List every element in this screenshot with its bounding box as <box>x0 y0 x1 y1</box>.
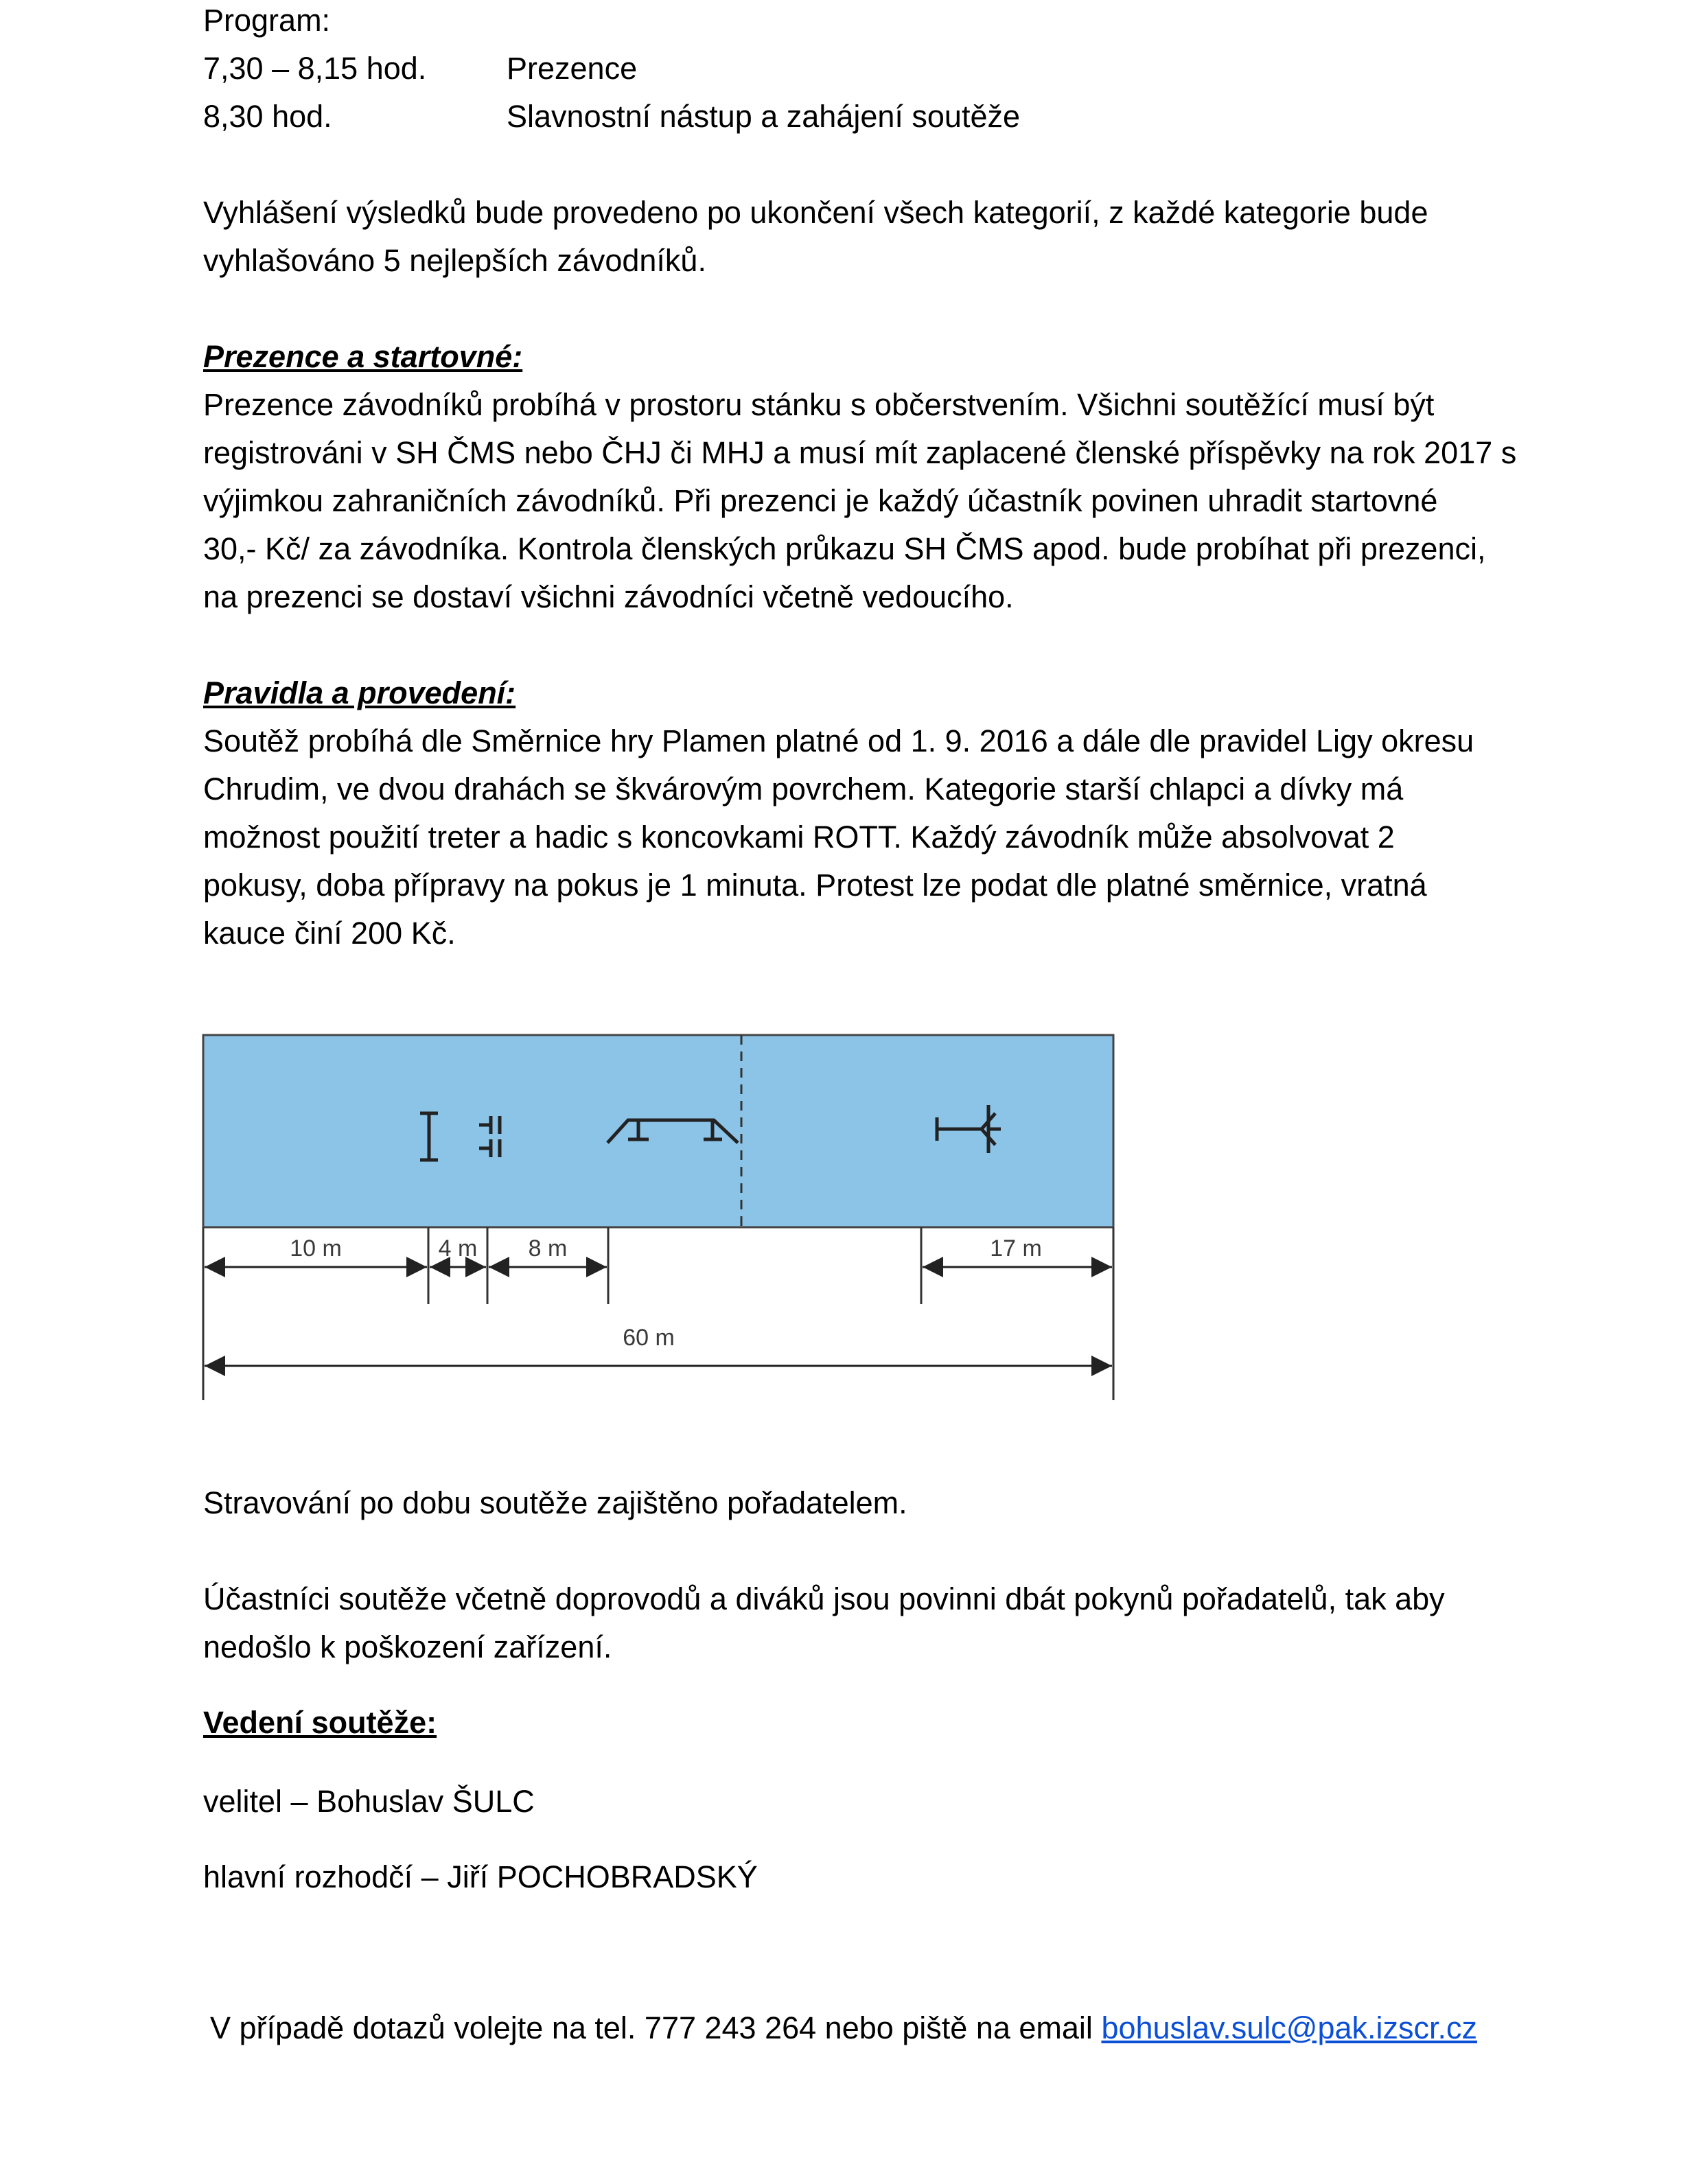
dim-label-4m: 4 m <box>438 1235 478 1262</box>
velitel-line: velitel – Bohuslav ŠULC <box>203 1784 535 1819</box>
pravidla-line: pokusy, doba přípravy na pokus je 1 minuta. Protest lze podat dle platné směrnice, vratná <box>203 868 1427 903</box>
program-text: Prezence <box>507 51 638 86</box>
pravidla-line: možnost použití treter a hadic s koncovkami ROTT. Každý závodník může absolvovat 2 <box>203 820 1395 855</box>
pravidla-line: Soutěž probíhá dle Směrnice hry Plamen platné od 1. 9. 2016 a dále dle pravidel Ligy okresu <box>203 723 1474 758</box>
dimension-arrows <box>205 1267 1112 1366</box>
track-diagram <box>199 1030 1126 1441</box>
pravidla-line: Chrudim, ve dvou drahách se škvárovým povrchem. Kategorie starší chlapci a dívky má <box>203 771 1404 806</box>
contact-line <box>210 2004 1477 2052</box>
dim-label-17m: 17 m <box>990 1235 1042 1262</box>
pravidla-heading: Pravidla a provedení: <box>203 675 516 710</box>
program-time: 8,30 hod. <box>203 99 332 134</box>
program-row <box>203 93 1021 141</box>
dim-label-10m: 10 m <box>290 1235 342 1262</box>
dim-label-8m: 8 m <box>528 1235 568 1262</box>
program-text: Slavnostní nástup a zahájení soutěže <box>507 99 1021 134</box>
track-area <box>203 1035 1113 1227</box>
results-line: vyhlašováno 5 nejlepších závodníků. <box>203 243 706 278</box>
rozhodci-line: hlavní rozhodčí – Jiří POCHOBRADSKÝ <box>203 1859 758 1894</box>
vedeni-heading: Vedení soutěže: <box>203 1705 437 1740</box>
prezence-line: registrováni v SH ČMS nebo ČHJ či MHJ a musí mít zaplacené členské příspěvky na rok 2017 s <box>203 435 1517 470</box>
results-line: Vyhlášení výsledků bude provedeno po ukončení všech kategorií, z každé kategorie bude <box>203 195 1428 230</box>
dim-label-60m: 60 m <box>623 1325 675 1351</box>
prezence-line: výjimkou zahraničních závodníků. Při prezenci je každý účastník povinen uhradit startovné <box>203 483 1438 518</box>
program-time: 7,30 – 8,15 hod. <box>203 51 427 86</box>
email-link[interactable]: bohuslav.sulc@pak.izscr.cz <box>1101 2010 1477 2045</box>
stravovani-line: Stravování po dobu soutěže zajištěno pořadatelem. <box>203 1485 907 1520</box>
prezence-line: na prezenci se dostaví všichni závodníci včetně vedoucího. <box>203 579 1014 614</box>
pravidla-line: kauce činí 200 Kč. <box>203 916 456 951</box>
program-row <box>203 45 638 93</box>
program-heading: Program: <box>203 3 331 38</box>
ucastnici-line: Účastníci soutěže včetně doprovodů a diváků jsou povinni dbát pokynů pořadatelů, tak aby <box>203 1581 1445 1616</box>
prezence-heading: Prezence a startovné: <box>203 339 523 374</box>
prezence-line: 30,- Kč/ za závodníka. Kontrola členských průkazu SH ČMS apod. bude probíhat při prezenci, <box>203 531 1486 566</box>
prezence-line: Prezence závodníků probíhá v prostoru stánku s občerstvením. Všichni soutěžící musí být <box>203 387 1435 422</box>
contact-text: V případě dotazů volejte na tel. 777 243 264 nebo piště na email <box>210 2010 1102 2045</box>
ucastnici-line: nedošlo k poškození zařízení. <box>203 1629 612 1664</box>
